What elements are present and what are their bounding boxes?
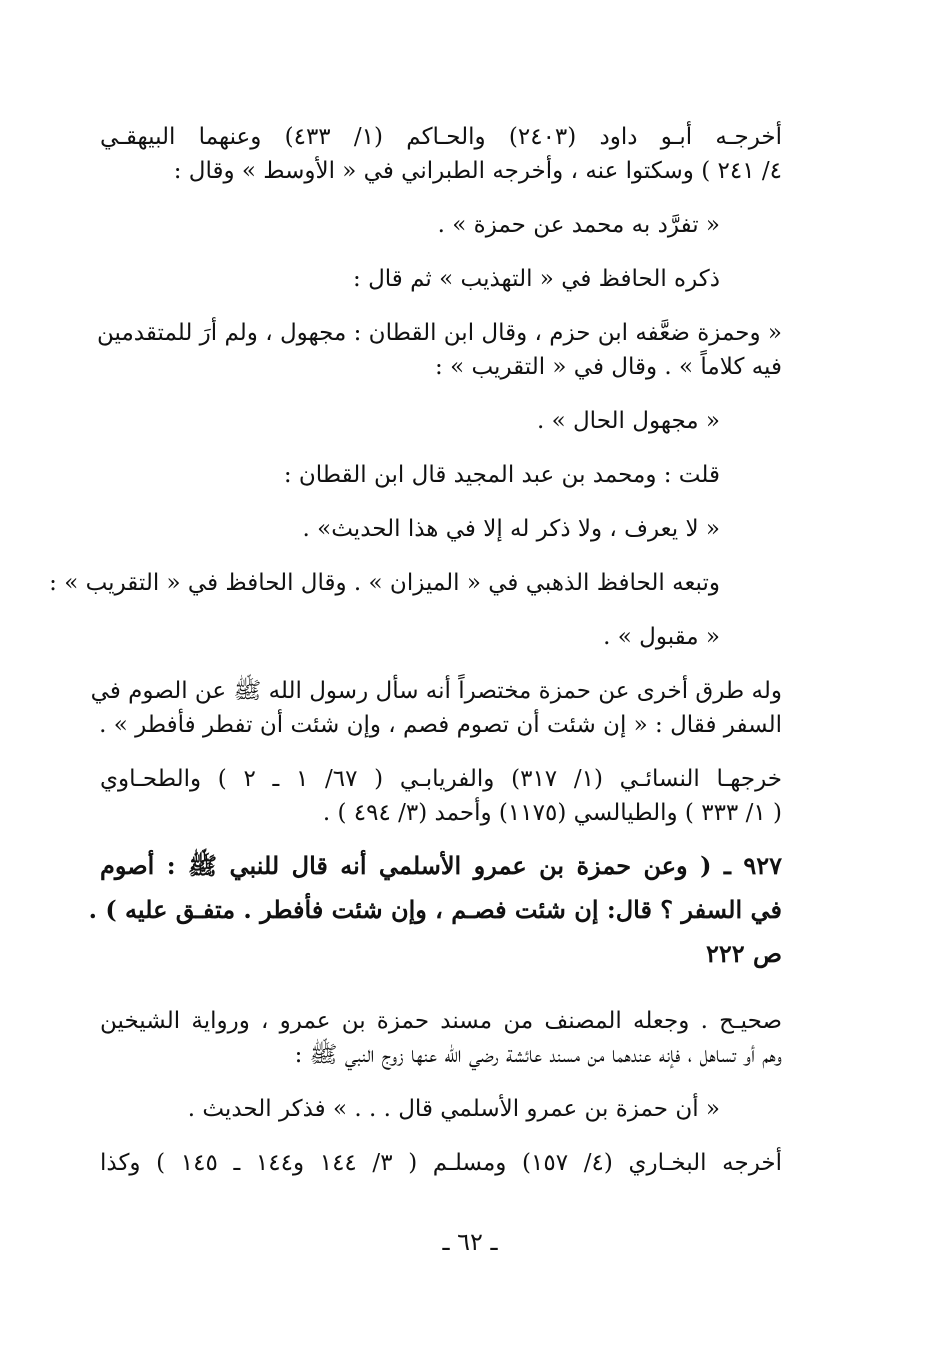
text-line: وتبعه الحافظ الذهبي في « الميزان » . وقال الحافظ في « التقريب » : — [49, 570, 720, 596]
text-line: خرجهـا النسائـي (١/ ٣١٧) والفريابـي ( ٦٧/ ١ ـ ٢ ) والطحـاوي — [100, 766, 782, 792]
quote-line: « مجهول الحال » . — [536, 408, 720, 434]
quote-line: « لا يعرف ، ولا ذكر له إلا في هذا الحديث» . — [302, 516, 720, 542]
hadith-line: ٩٢٧ ـ ( وعن حمزة بن عمرو الأسلمي أنه قال للنبي ﷺ : أصوم — [100, 851, 782, 880]
page-number: ـ ٦٢ ـ — [442, 1228, 498, 1256]
page-body — [49, 120, 783, 1180]
hadith-reference: ص ٢٢٢ — [705, 939, 782, 968]
text-line: قلت : ومحمد بن عبد المجيد قال ابن القطان : — [283, 462, 720, 488]
text-line: ٤/ ٢٤١ ) وسكتوا عنه ، وأخرجه الطبراني في « الأوسط » وقال : — [173, 158, 782, 184]
quote-line: « مقبول » . — [603, 624, 720, 650]
text-line: وهم أو تساهل ، فإنه عندهما من مسند عائشة رضي الله عنها زوج النبي ﷺ : — [294, 1042, 782, 1068]
hadith-line: في السفر ؟ قال: إن شئت فصـم ، وإن شئت فأفطر . متفـق عليه ) . — [88, 895, 782, 924]
text-line: وله طرق أخرى عن حمزة مختصراً أنه سأل رسول الله ﷺ عن الصوم في — [90, 678, 782, 704]
text-line: أخرجـه أبـو داود (٢٤٠٣) والحـاكم (١/ ٤٣٣) وعنهما البيهقـي — [100, 124, 783, 150]
text-line: ( ١/ ٣٣٣ ) والطيالسي (١١٧٥) وأحمد (٣/ ٤٩٤ ) . — [322, 800, 782, 826]
text-line: صحيـح . وجعله المصنف من مسند حمزة بن عمرو ، ورواية الشيخين — [100, 1008, 782, 1034]
quote-line: فيه كلاماً » . وقال في « التقريب » : — [435, 354, 782, 380]
quote-line: « أن حمزة بن عمرو الأسلمي قال . . . » فذكر الحديث . — [187, 1096, 720, 1122]
text-line: السفر فقال : « إن شئت أن تصوم فصم ، وإن شئت أن تفطر فأفطر » . — [99, 712, 782, 738]
quote-line: « تفرَّد به محمد عن حمزة » . — [437, 212, 720, 238]
quote-line: « وحمزة ضعَّفه ابن حزم ، وقال ابن القطان : مجهول ، ولم أرَ للمتقدمين — [97, 320, 782, 346]
text-line: أخرجه البخـاري (٤/ ١٥٧) ومسلـم ( ٣/ ١٤٤ و١٤٤ ـ ١٤٥ ) وكذا — [100, 1150, 783, 1176]
text-line: ذكره الحافظ في « التهذيب » ثم قال : — [353, 266, 720, 292]
